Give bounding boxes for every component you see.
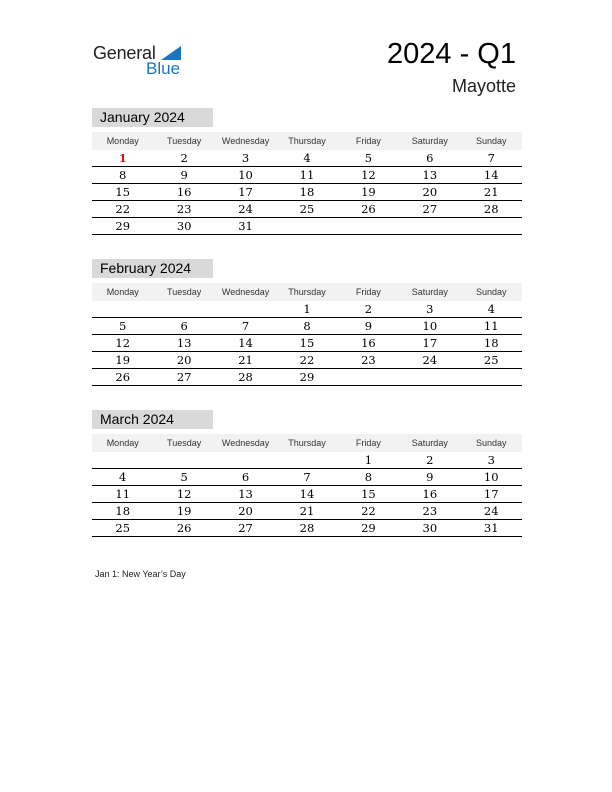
day-cell: 13 — [238, 487, 253, 501]
weekday-label: Sunday — [475, 136, 507, 146]
day-cell: 29 — [299, 370, 315, 384]
day-cell: 19 — [361, 185, 376, 199]
day-cell: 31 — [483, 521, 499, 535]
day-cell: 20 — [422, 185, 438, 199]
day-cell: 11 — [483, 319, 499, 333]
day-cell: 26 — [115, 370, 131, 384]
day-cell: 22 — [361, 504, 376, 518]
day-cell: 16 — [422, 487, 438, 501]
week-row — [92, 318, 522, 335]
day-cell: 25 — [115, 521, 131, 535]
day-cell: 3 — [426, 302, 434, 316]
day-cell: 12 — [176, 487, 192, 501]
day-cell: 1 — [118, 151, 127, 165]
day-cell: 18 — [115, 504, 131, 518]
day-cell: 20 — [176, 353, 192, 367]
day-cell: 28 — [483, 202, 499, 216]
day-cell: 23 — [176, 202, 192, 216]
day-cell: 5 — [364, 151, 373, 165]
page-title: 2024 - Q1 — [387, 38, 516, 70]
weekday-label: Tuesday — [167, 438, 202, 448]
weekday-header-row — [92, 283, 522, 301]
week-row — [92, 520, 522, 537]
weekday-label: Sunday — [475, 438, 507, 448]
day-cell: 29 — [115, 219, 131, 233]
day-cell: 3 — [487, 453, 495, 467]
day-cell: 2 — [180, 151, 188, 165]
week-row — [92, 369, 522, 386]
day-cell: 20 — [238, 504, 253, 518]
week-row — [92, 503, 522, 520]
weekday-label: Friday — [355, 136, 381, 146]
month-title: January 2024 — [92, 108, 213, 127]
day-cell: 11 — [299, 168, 315, 182]
day-cell: 8 — [364, 470, 373, 484]
day-cell: 13 — [422, 168, 438, 182]
day-cell: 15 — [361, 487, 376, 501]
day-cell: 23 — [422, 504, 438, 518]
weekday-label: Monday — [106, 438, 139, 448]
day-cell: 18 — [483, 336, 499, 350]
month-march — [92, 410, 522, 537]
weekday-label: Saturday — [411, 136, 448, 146]
day-cell: 6 — [426, 151, 434, 165]
day-cell: 19 — [115, 353, 131, 367]
day-cell: 6 — [241, 470, 250, 484]
day-cell: 30 — [176, 219, 192, 233]
day-cell: 21 — [483, 185, 499, 199]
day-cell: 27 — [422, 202, 438, 216]
day-cell: 4 — [119, 470, 127, 484]
weekday-header-row — [92, 132, 522, 150]
day-cell: 14 — [483, 168, 499, 182]
day-cell: 25 — [483, 353, 499, 367]
day-cell: 10 — [238, 168, 253, 182]
day-cell: 25 — [299, 202, 315, 216]
day-cell: 13 — [176, 336, 192, 350]
day-cell: 30 — [422, 521, 438, 535]
holiday-note: Jan 1: New Year’s Day — [95, 569, 186, 579]
day-cell: 12 — [361, 168, 376, 182]
day-cell: 28 — [299, 521, 315, 535]
day-cell: 26 — [361, 202, 376, 216]
day-cell: 2 — [364, 302, 373, 316]
weekday-label: Thursday — [288, 287, 326, 297]
day-cell: 28 — [238, 370, 253, 384]
weekday-label: Thursday — [288, 136, 326, 146]
weekday-label: Monday — [106, 136, 139, 146]
generalblue-logo — [93, 40, 193, 80]
week-row — [92, 184, 522, 201]
country-name: Mayotte — [451, 76, 516, 96]
logo-blue-text: Blue — [146, 59, 181, 78]
day-cell: 8 — [303, 319, 311, 333]
day-cell: 2 — [426, 453, 434, 467]
day-cell: 12 — [115, 336, 131, 350]
month-title: February 2024 — [92, 259, 213, 278]
day-cell: 4 — [487, 302, 495, 316]
day-cell: 24 — [422, 353, 438, 367]
day-cell: 17 — [238, 185, 253, 199]
weekday-label: Saturday — [411, 438, 448, 448]
week-row — [92, 486, 522, 503]
day-cell: 1 — [303, 302, 311, 316]
day-cell: 10 — [483, 470, 499, 484]
weekday-label: Wednesday — [221, 136, 270, 146]
weekday-label: Tuesday — [167, 136, 202, 146]
day-cell: 21 — [299, 504, 315, 518]
weekday-label: Sunday — [475, 287, 507, 297]
day-cell: 1 — [364, 453, 373, 467]
weekday-label: Friday — [355, 287, 381, 297]
day-cell: 31 — [238, 219, 253, 233]
day-cell: 9 — [364, 319, 373, 333]
week-row — [92, 335, 522, 352]
day-cell: 19 — [176, 504, 192, 518]
weekday-label: Wednesday — [221, 287, 270, 297]
week-row — [92, 352, 522, 369]
day-cell: 17 — [483, 487, 499, 501]
day-cell: 14 — [238, 336, 253, 350]
day-cell: 16 — [176, 185, 192, 199]
week-row — [92, 150, 522, 167]
month-january — [92, 108, 522, 235]
month-title: March 2024 — [92, 410, 213, 429]
day-cell: 21 — [238, 353, 253, 367]
day-cell: 7 — [303, 470, 311, 484]
day-cell: 24 — [483, 504, 499, 518]
day-cell: 5 — [180, 470, 188, 484]
day-cell: 6 — [180, 319, 188, 333]
day-cell: 9 — [180, 168, 188, 182]
day-cell: 8 — [119, 168, 127, 182]
day-cell: 16 — [361, 336, 376, 350]
day-cell: 27 — [176, 370, 192, 384]
day-cell: 10 — [422, 319, 438, 333]
weekday-label: Monday — [106, 287, 139, 297]
day-cell: 11 — [115, 487, 131, 501]
month-february — [92, 259, 522, 386]
day-cell: 26 — [176, 521, 192, 535]
day-cell: 24 — [238, 202, 253, 216]
weekday-label: Wednesday — [221, 438, 270, 448]
day-cell: 3 — [241, 151, 250, 165]
week-row — [92, 201, 522, 218]
day-cell: 22 — [299, 353, 315, 367]
day-cell: 23 — [361, 353, 376, 367]
day-cell: 18 — [299, 185, 315, 199]
week-row — [92, 469, 522, 486]
weekday-label: Thursday — [288, 438, 326, 448]
weekday-label: Saturday — [411, 287, 448, 297]
day-cell: 5 — [119, 319, 127, 333]
day-cell: 22 — [115, 202, 131, 216]
logo-general-text: General — [93, 43, 156, 63]
day-cell: 15 — [299, 336, 315, 350]
logo-triangle-icon — [161, 46, 181, 60]
week-row — [92, 167, 522, 184]
weekday-label: Tuesday — [167, 287, 202, 297]
week-row — [92, 301, 522, 318]
day-cell: 4 — [303, 151, 311, 165]
day-cell: 17 — [422, 336, 438, 350]
day-cell: 15 — [115, 185, 131, 199]
day-cell: 9 — [426, 470, 434, 484]
week-row — [92, 452, 522, 469]
day-cell: 7 — [241, 319, 250, 333]
day-cell: 27 — [238, 521, 253, 535]
day-cell: 7 — [487, 151, 495, 165]
weekday-header-row — [92, 434, 522, 452]
day-cell: 14 — [299, 487, 315, 501]
weekday-label: Friday — [355, 438, 381, 448]
week-row — [92, 218, 522, 235]
day-cell: 29 — [361, 521, 376, 535]
